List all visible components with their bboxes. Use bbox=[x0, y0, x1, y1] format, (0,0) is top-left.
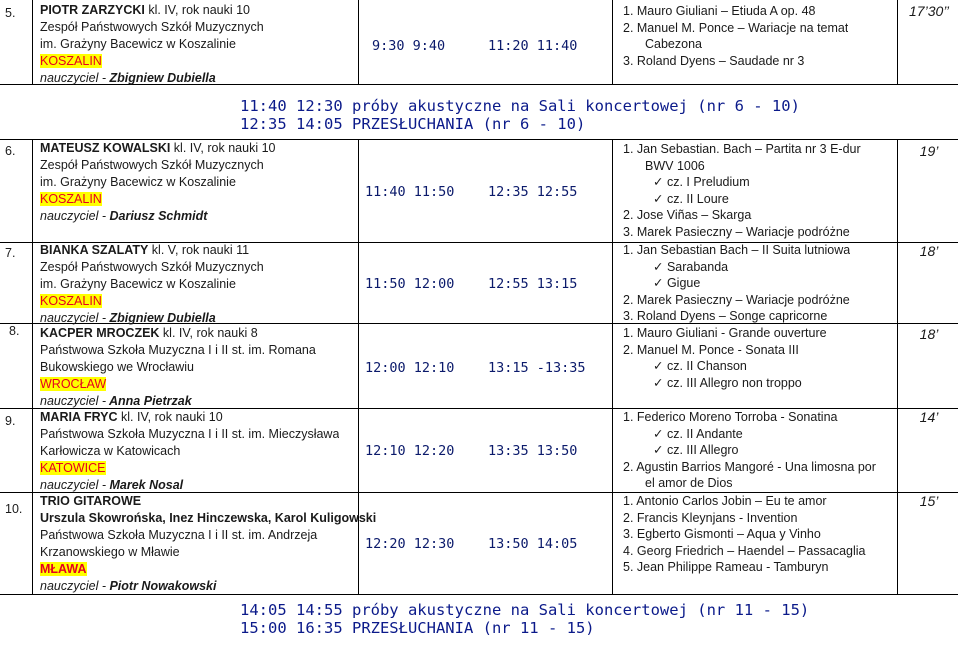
participant-info bbox=[40, 493, 376, 595]
rehearsal-time: 9:30 9:40 bbox=[372, 38, 446, 54]
school-line: Zespół Państwowych Szkół Muzycznych bbox=[40, 260, 264, 274]
program-item: 1. Mauro Giuliani - Grande ouverture bbox=[623, 326, 827, 340]
program-item: 1. Antonio Carlos Jobin – Eu te amor bbox=[623, 494, 827, 508]
ensemble-name: TRIO GITAROWE bbox=[40, 494, 142, 508]
entry-number: 8. bbox=[9, 324, 20, 338]
audition-time: 13:35 13:50 bbox=[488, 443, 578, 459]
participant-name: BIANKA SZALATY kl. V, rok nauki 11 bbox=[40, 243, 250, 257]
entry-number: 9. bbox=[5, 414, 16, 428]
audition-time: 13:15 -13:35 bbox=[488, 360, 586, 376]
program-item: 3. Roland Dyens – Saudade nr 3 bbox=[623, 53, 805, 68]
school-line: im. Grażyny Bacewicz w Koszalinie bbox=[40, 277, 236, 291]
audition-time: 12:35 12:55 bbox=[488, 184, 578, 200]
program-item: 3. Roland Dyens – Songe capricorne bbox=[623, 309, 828, 323]
program-list bbox=[623, 325, 827, 391]
school-line: Krzanowskiego w Mławie bbox=[40, 545, 180, 559]
program-subitem: ✓ cz. III Allegro bbox=[653, 443, 739, 457]
teacher-line: nauczyciel - Marek Nosal bbox=[40, 478, 184, 492]
program-item: el amor de Dios bbox=[645, 476, 733, 490]
program-item: 3. Egberto Gismonti – Aqua y Vinho bbox=[623, 527, 821, 541]
city-label: WROCŁAW bbox=[40, 377, 107, 391]
audition-time: 12:55 13:15 bbox=[488, 276, 578, 292]
city-label: KOSZALIN bbox=[40, 294, 102, 308]
school-line: Zespół Państwowych Szkół Muzycznych bbox=[40, 158, 264, 172]
program-subitem: ✓ cz. II Andante bbox=[653, 426, 743, 441]
program-item: 1. Jan Sebastian Bach – II Suita lutniowa bbox=[623, 243, 851, 257]
entry-number: 10. bbox=[5, 502, 23, 516]
program-item: 1. Jan Sebastian. Bach – Partita nr 3 E-dur bbox=[623, 142, 861, 156]
rehearsal-time: 12:00 12:10 bbox=[365, 360, 455, 376]
program-list bbox=[623, 3, 848, 69]
program-item: 5. Jean Philippe Rameau - Tamburyn bbox=[623, 560, 829, 574]
auditions-band-line: 15:00 16:35 PRZESŁUCHANIA (nr 11 - 15) bbox=[240, 619, 595, 637]
entry-number: 7. bbox=[5, 246, 16, 260]
rehearsal-time: 11:50 12:00 bbox=[365, 276, 455, 292]
rehearsal-time: 12:20 12:30 bbox=[365, 536, 455, 552]
program-subitem: ✓ cz. II Chanson bbox=[653, 359, 747, 373]
program-item: 2. Jose Viñas – Skarga bbox=[623, 208, 752, 222]
program-item: 2. Manuel M. Ponce - Sonata III bbox=[623, 342, 799, 357]
program-list bbox=[623, 242, 850, 325]
participant-name: MATEUSZ KOWALSKI kl. IV, rok nauki 10 bbox=[40, 141, 276, 155]
participant-info bbox=[40, 409, 339, 494]
teacher-line: nauczyciel - Piotr Nowakowski bbox=[40, 579, 217, 593]
rehearsal-band-line: 14:05 14:55 próby akustyczne na Sali koncertowej (nr 11 - 15) bbox=[240, 601, 810, 619]
school-line: Państwowa Szkoła Muzyczna I i II st. im. Mieczysława bbox=[40, 427, 340, 441]
teacher-line: nauczyciel - Dariusz Schmidt bbox=[40, 209, 208, 223]
program-item: 2. Marek Pasieczny – Wariacje podróżne bbox=[623, 292, 850, 307]
program-item: 4. Georg Friedrich – Haendel – Passacaglia bbox=[623, 543, 866, 558]
entry-number: 5. bbox=[5, 6, 16, 20]
rehearsal-band-line: 11:40 12:30 próby akustyczne na Sali koncertowej (nr 6 - 10) bbox=[240, 97, 800, 115]
auditions-band-line: 12:35 14:05 PRZESŁUCHANIA (nr 6 - 10) bbox=[240, 115, 586, 133]
participant-info bbox=[40, 242, 264, 327]
audition-time: 11:20 11:40 bbox=[488, 38, 578, 54]
city-label: MŁAWA bbox=[40, 562, 87, 576]
teacher-line: nauczyciel - Anna Pietrzak bbox=[40, 394, 192, 408]
program-list bbox=[623, 493, 866, 576]
duration: 17’30’’ bbox=[909, 3, 949, 19]
program-subitem: ✓ cz. III Allegro non troppo bbox=[653, 375, 802, 390]
participant-name: MARIA FRYC kl. IV, rok nauki 10 bbox=[40, 410, 223, 424]
duration: 18’ bbox=[919, 243, 939, 259]
teacher-line: nauczyciel - Zbigniew Dubiella bbox=[40, 311, 216, 325]
participant-name: KACPER MROCZEK kl. IV, rok nauki 8 bbox=[40, 326, 258, 340]
city-label: KATOWICE bbox=[40, 461, 106, 475]
program-item: 3. Marek Pasieczny – Wariacje podróżne bbox=[623, 224, 850, 239]
school-line: Państwowa Szkoła Muzyczna I i II st. im. Romana bbox=[40, 343, 316, 357]
program-item: 2. Manuel M. Ponce – Wariacje na temat bbox=[623, 20, 849, 35]
duration: 14’ bbox=[919, 409, 939, 425]
duration: 18’ bbox=[919, 326, 939, 342]
program-subitem: ✓ Sarabanda bbox=[653, 259, 729, 274]
program-subitem: ✓ cz. II Loure bbox=[653, 191, 729, 206]
participant-info bbox=[40, 140, 275, 225]
program-item: 1. Mauro Giuliani – Etiuda A op. 48 bbox=[623, 4, 816, 18]
city-label: KOSZALIN bbox=[40, 54, 102, 68]
duration: 15’ bbox=[919, 493, 939, 509]
program-list bbox=[623, 409, 876, 492]
program-item: Cabezona bbox=[645, 37, 702, 51]
school-line: Zespół Państwowych Szkół Muzycznych bbox=[40, 20, 264, 34]
school-line: Bukowskiego we Wrocławiu bbox=[40, 360, 194, 374]
participant-info bbox=[40, 2, 264, 87]
school-line: Państwowa Szkoła Muzyczna I i II st. im. Andrzeja bbox=[40, 528, 318, 542]
school-line: im. Grażyny Bacewicz w Koszalinie bbox=[40, 175, 236, 189]
entry-number: 6. bbox=[5, 144, 16, 158]
school-line: Karłowicza w Katowicach bbox=[40, 444, 181, 458]
ensemble-members: Urszula Skowrońska, Inez Hinczewska, Karol Kuligowski bbox=[40, 511, 377, 525]
participant-info bbox=[40, 325, 316, 410]
rehearsal-time: 12:10 12:20 bbox=[365, 443, 455, 459]
program-subitem: ✓ cz. I Preludium bbox=[653, 175, 750, 189]
program-item: 2. Agustin Barrios Mangoré - Una limosna por bbox=[623, 459, 876, 474]
rehearsal-time: 11:40 11:50 bbox=[365, 184, 455, 200]
program-item: BWV 1006 bbox=[645, 158, 705, 173]
program-subitem: ✓ Gigue bbox=[653, 276, 701, 290]
audition-time: 13:50 14:05 bbox=[488, 536, 578, 552]
city-label: KOSZALIN bbox=[40, 192, 102, 206]
teacher-line: nauczyciel - Zbigniew Dubiella bbox=[40, 71, 216, 85]
program-list bbox=[623, 141, 861, 240]
program-item: 1. Federico Moreno Torroba - Sonatina bbox=[623, 410, 838, 424]
school-line: im. Grażyny Bacewicz w Koszalinie bbox=[40, 37, 236, 51]
program-item: 2. Francis Kleynjans - Invention bbox=[623, 510, 798, 525]
duration: 19’ bbox=[919, 143, 939, 159]
participant-name: PIOTR ZARZYCKI kl. IV, rok nauki 10 bbox=[40, 3, 251, 17]
